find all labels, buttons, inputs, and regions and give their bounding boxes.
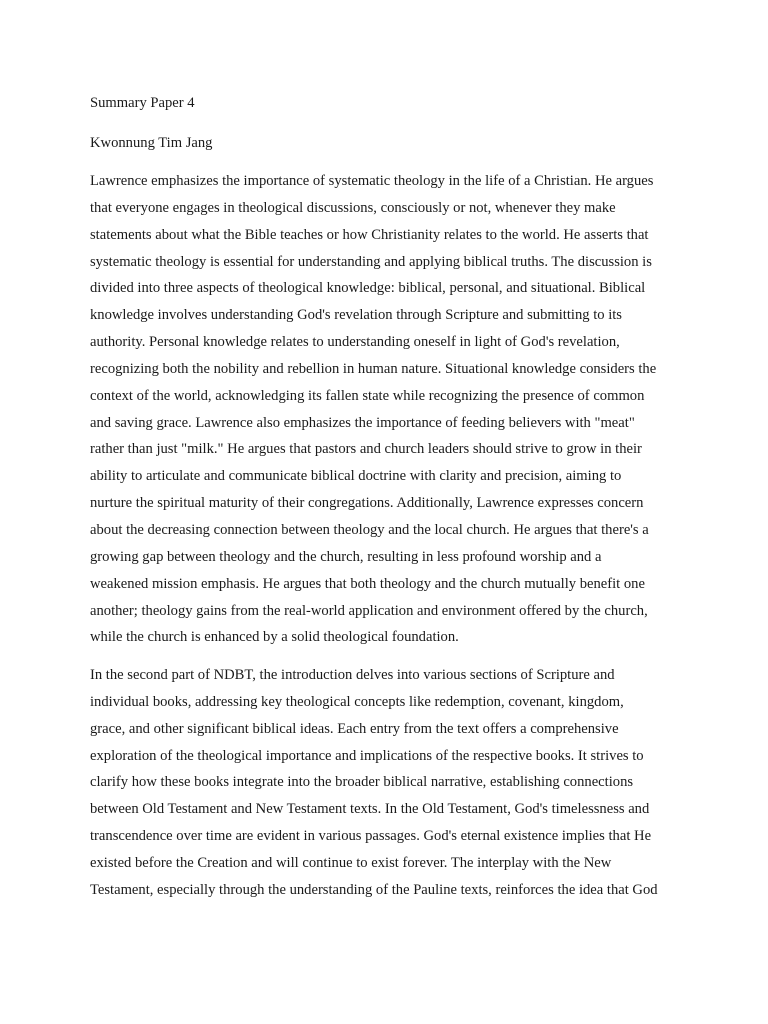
author-name: Kwonnung Tim Jang: [90, 135, 213, 151]
paragraph-1-line: divided into three aspects of theological knowledge: biblical, personal, and situational. Biblical: [90, 280, 646, 297]
paragraph-1-line: and saving grace. Lawrence also emphasizes the importance of feeding believers with "meat": [90, 414, 635, 431]
paragraph-2-line: individual books, addressing key theological concepts like redemption, covenant, kingdom,: [90, 693, 624, 710]
paragraph-1-line: knowledge involves understanding God's revelation through Scripture and submitting to its: [90, 307, 622, 324]
document-title: Summary Paper 4: [90, 95, 195, 111]
paragraph-1-line: ability to articulate and communicate biblical doctrine with clarity and precision, aiming to: [90, 468, 622, 485]
paragraph-1-line: context of the world, acknowledging its fallen state while recognizing the presence of common: [90, 387, 645, 404]
paragraph-2-line: exploration of the theological importance and implications of the respective books. It strives to: [90, 747, 644, 764]
paragraph-1-line: that everyone engages in theological discussions, consciously or not, whenever they make: [90, 199, 616, 216]
paragraph-1-line: authority. Personal knowledge relates to understanding oneself in light of God's revelation,: [90, 334, 620, 351]
paragraph-1-line: recognizing both the nobility and rebellion in human nature. Situational knowledge considers the: [90, 360, 657, 377]
paragraph-2-line: between Old Testament and New Testament texts. In the Old Testament, God's timelessness and: [90, 801, 650, 818]
paragraph-1-line: statements about what the Bible teaches or how Christianity relates to the world. He asserts that: [90, 226, 649, 243]
paragraph-2-line: grace, and other significant biblical ideas. Each entry from the text offers a comprehensive: [90, 720, 619, 737]
paragraph-1-line: while the church is enhanced by a solid theological foundation.: [90, 629, 459, 646]
paragraph-1-line: growing gap between theology and the church, resulting in less profound worship and a: [90, 548, 602, 565]
paragraph-2-line: Testament, especially through the understanding of the Pauline texts, reinforces the idea that God: [90, 881, 658, 898]
paragraph-1-line: nurture the spiritual maturity of their congregations. Additionally, Lawrence expresses concern: [90, 495, 644, 512]
paragraph-1-line: Lawrence emphasizes the importance of systematic theology in the life of a Christian. He argues: [90, 173, 654, 189]
paragraph-2-line: transcendence over time are evident in various passages. God's eternal existence implies that He: [90, 828, 652, 845]
paragraph-1-line: weakened mission emphasis. He argues that both theology and the church mutually benefit one: [90, 575, 645, 592]
paragraph-1-line: rather than just "milk." He argues that pastors and church leaders should strive to grow in their: [90, 441, 642, 458]
paragraph-2-line: In the second part of NDBT, the introduction delves into various sections of Scripture and: [90, 667, 615, 683]
paragraph-1: [90, 168, 685, 651]
paragraph-1-line: systematic theology is essential for understanding and applying biblical truths. The discussion is: [90, 253, 652, 270]
paragraph-1-line: another; theology gains from the real-world application and environment offered by the church,: [90, 602, 648, 619]
paragraph-2-line: clarify how these books integrate into the broader biblical narrative, establishing connections: [90, 774, 634, 791]
paragraph-2-line: existed before the Creation and will continue to exist forever. The interplay with the New: [90, 854, 612, 871]
paragraph-2: [90, 662, 685, 904]
paragraph-1-line: about the decreasing connection between theology and the local church. He argues that there's a: [90, 521, 649, 538]
